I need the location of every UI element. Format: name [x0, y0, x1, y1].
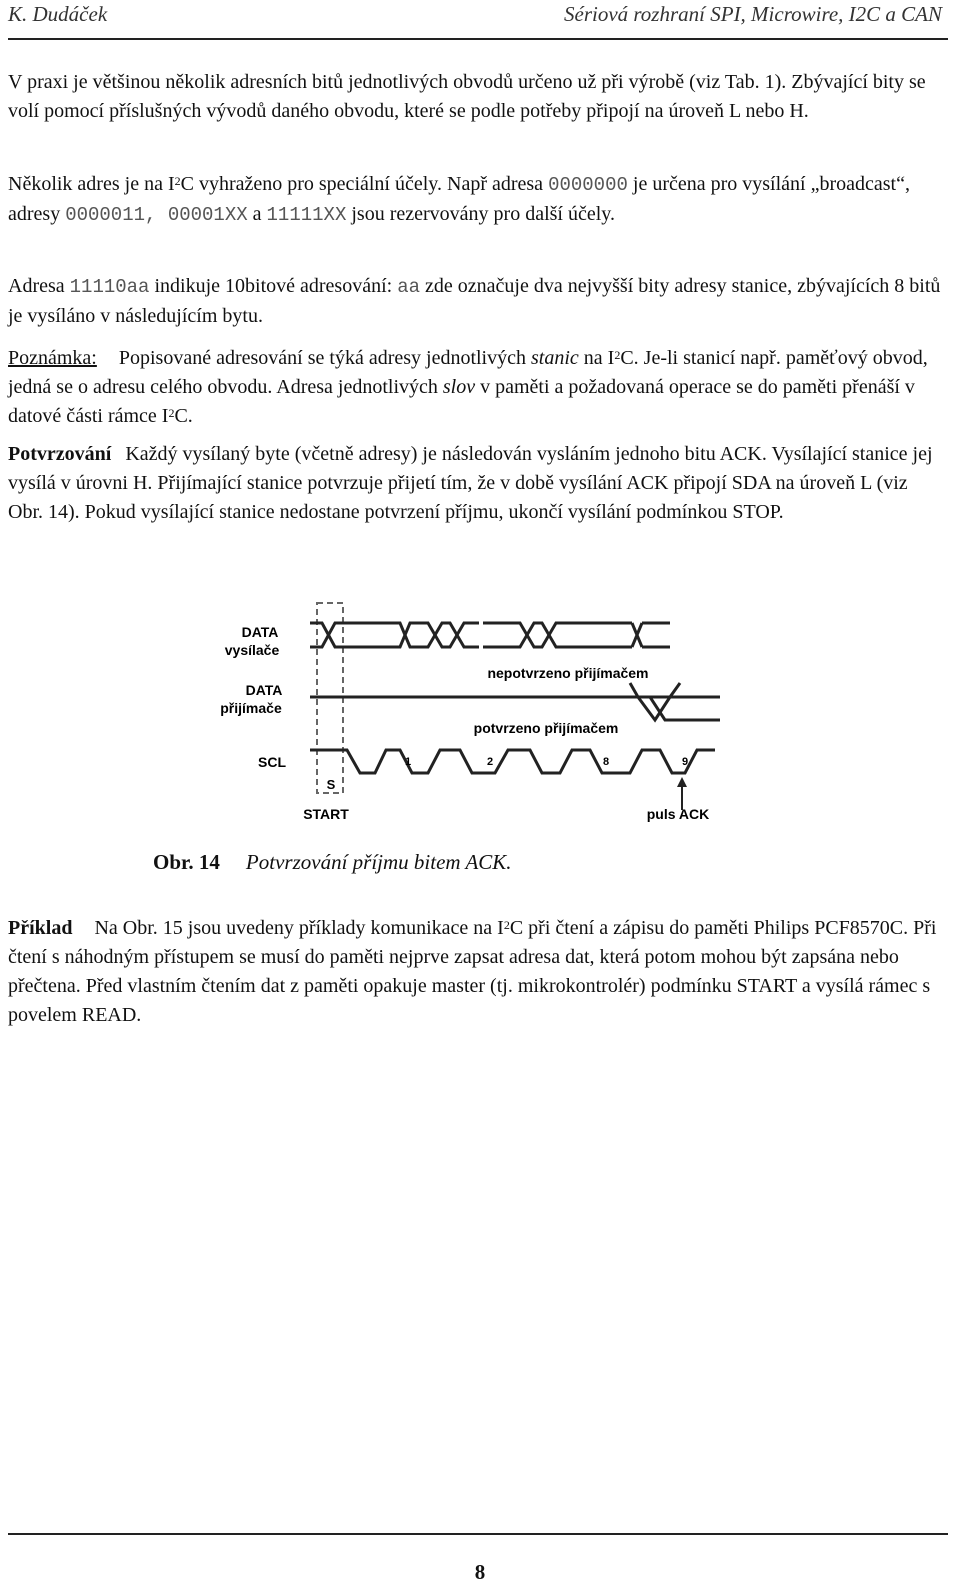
paragraph-example: Příklad Na Obr. 15 jsou uvedeny příklady komunikace na $I^2C$ při čtení a zápisu do paměti Philips PCF8570C. Při čtení s náhodným přístupem se musí do paměti nejprve zapsat adresa dat, která potom mohou být zapsána nebo přečtena. Před vlastním čtením dat z paměti opakuje master (tj. mikrokontrolér) podmínku START a vysílá rámec s povelem READ.: [8, 917, 937, 1026]
start-label: START: [303, 806, 349, 822]
data-rx-label-1: DATA: [245, 682, 283, 698]
paragraph-reserved-addresses: Několik adres je na $I^2C$ vyhraženo pro speciální účely. Např adresa 0000000 je určena pro vysílání „broadcast“, adresy 0000011, 00001XX a 11111XX jsou rezervovány pro další účely.: [8, 173, 910, 226]
paragraph-address-bits: V praxi je většinou několik adresních bitů jednotlivých obvodů určeno už při výrobě (viz Tab. 1). Zbývající bity se volí pomocí příslušných vývodů daného obvodu, které se podle potřeby připojí na úroveň L nebo H.: [8, 71, 926, 122]
code-10bit-prefix: 11110aa: [69, 276, 150, 298]
header-title: Sériová rozhraní SPI, Microwire, I2C a CAN: [564, 2, 942, 26]
data-tx-label-1: DATA: [241, 624, 279, 640]
data-tx-waveform: [310, 623, 670, 647]
footer-divider: [8, 1533, 948, 1535]
note-label: Poznámka:: [8, 347, 97, 369]
figure-title: Potvrzování příjmu bitem ACK.: [245, 850, 512, 874]
scl-pulse-1-label: 1: [404, 756, 412, 768]
data-rx-label-2: přijímače: [220, 700, 282, 716]
scl-pulse-8-label: 8: [602, 756, 610, 768]
start-s-label: S: [326, 777, 336, 792]
ack-label: Potvrzování: [8, 443, 112, 465]
page-number: 8: [474, 1560, 486, 1584]
paragraph-note: Poznámka: Popisované adresování se týká adresy jednotlivých stanic na $I^2C$. Je-li stanicí např. paměťový obvod, jedná se o adresu celého obvodu. Adresa jednotlivých slov v paměti a požadovaná operace se do paměti přenáší v datové části rámce $I^2C$.: [8, 347, 928, 427]
header-author: K. Dudáček: [8, 2, 108, 26]
puls-ack-label: puls ACK: [646, 806, 710, 822]
code-aa: aa: [397, 276, 421, 298]
example-label: Příklad: [8, 917, 73, 939]
page-header: [8, 0, 948, 40]
scl-pulse-2-label: 2: [486, 756, 494, 768]
code-address-broadcast: 0000000: [548, 174, 628, 196]
data-rx-nack-overlay: [630, 683, 680, 720]
figure-number: Obr. 14: [153, 850, 220, 874]
scl-label: SCL: [258, 754, 286, 770]
code-address-reserved: 0000011, 00001XX: [65, 204, 248, 226]
paragraph-acknowledge: Potvrzování Každý vysílaný byte (včetně adresy) je následován vysláním jednoho bitu ACK. Vysílající stanice jej vysílá v úrovni H. Přijímající stanice potvrzuje přijetí tím, že v době vysílání ACK připojí SDA na úroveň L (viz Obr. 14). Pokud vysílající stanice nedostane potvrzení příjmu, ukončí vysílání podmínkou STOP.: [8, 443, 933, 523]
nack-label: nepotvrzeno přijímačem: [487, 665, 649, 681]
paragraph-10bit-addressing: Adresa 11110aa indikuje 10bitové adresování: aa zde označuje dva nejvyšší bity adresy stanice, zbývajících 8 bitů je vysíláno v následujícím bytu.: [8, 275, 941, 327]
code-address-reserved-2: 11111XX: [266, 204, 347, 226]
ack-timing-diagram: [210, 595, 730, 835]
scl-waveform: [310, 750, 715, 773]
scl-pulse-9-label: 9: [681, 756, 689, 768]
figure-caption: [153, 850, 512, 875]
data-tx-break: [475, 623, 485, 647]
ack-label-figure: potvrzeno přijímačem: [473, 720, 619, 736]
data-tx-label-2: vysílače: [224, 642, 280, 658]
